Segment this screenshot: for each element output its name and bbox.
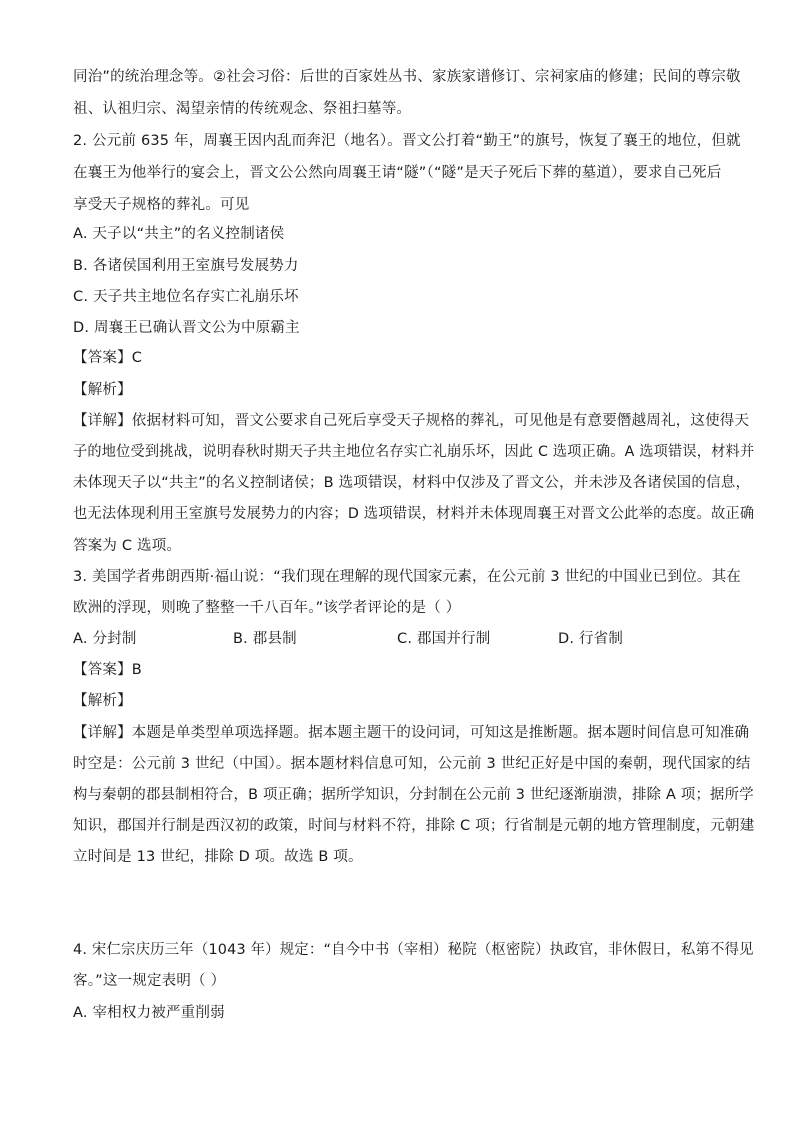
q2-stem-line-3: 享受天子规格的葬礼。可见: [73, 197, 250, 213]
q3-option-b: B. 郡县制: [233, 631, 297, 647]
q4-option-a: A. 宰相权力被严重削弱: [73, 1005, 225, 1021]
q2-answer: 【答案】C: [73, 350, 143, 366]
q2-stem-line-1: 2. 公元前 635 年，周襄王因内乱而奔汜（地名）。晋文公打着“勤王”的旗号，恢复了襄王的地位，但就: [73, 133, 741, 149]
q2-option-a: A. 天子以“共主”的名义控制诸侯: [73, 226, 285, 242]
intro-line-2: 祖、认祖归宗、渴望亲情的传统观念、祭祖扫墓等。: [73, 101, 412, 117]
q2-detail-line-5: 答案为 C 选项。: [73, 538, 182, 554]
q3-analysis-label: 【解析】: [73, 693, 132, 709]
q2-detail-line-3: 未体现天子以“共主”的名义控制诸侯；B 选项错误，材料中仅涉及了晋文公，并未涉及各诸侯国的信息，: [73, 475, 751, 491]
q3-detail-line-1: 【详解】本题是单类型单项选择题。据本题主题干的设问词，可知这是推断题。据本题时间信息可知准确: [73, 725, 750, 741]
q2-option-c: C. 天子共主地位名存实亡礼崩乐坏: [73, 289, 299, 305]
intro-line-1: 同治”的统治理念等。②社会习俗：后世的百家姓丛书、家族家谱修订、宗祠家庙的修建；民间的尊宗敬: [73, 69, 741, 85]
q2-option-d: D. 周襄王已确认晋文公为中原霸主: [73, 320, 300, 336]
q2-analysis-label: 【解析】: [73, 382, 132, 398]
q3-detail-line-5: 立时间是 13 世纪，排除 D 项。故选 B 项。: [73, 849, 363, 865]
q3-answer: 【答案】B: [73, 662, 142, 678]
q4-stem-line-1: 4. 宋仁宗庆历三年（1043 年）规定：“自今中书（宰相）秘院（枢密院）执政官，非休假日，私第不得见: [73, 942, 754, 958]
q3-option-a: A. 分封制: [73, 631, 137, 647]
q3-option-c: C. 郡国并行制: [397, 631, 491, 647]
q3-detail-line-3: 构与秦朝的郡县制相符合，B 项正确；据所学知识，分封制在公元前 3 世纪逐渐崩溃，排除 A 项；据所学: [73, 787, 754, 803]
q3-stem-line-1: 3. 美国学者弗朗西斯·福山说：“我们现在理解的现代国家元素，在公元前 3 世纪的中国业已到位。其在: [73, 569, 742, 585]
q3-detail-line-2: 时空是：公元前 3 世纪（中国）。据本题材料信息可知，公元前 3 世纪正好是中国的秦朝，现代国家的结: [73, 756, 751, 772]
q3-stem-line-2: 欧洲的浮现，则晚了整整一千八百年。”该学者评论的是（ ）: [73, 600, 461, 616]
q2-detail-line-4: 也无法体现利用王室旗号发展势力的内容；D 选项错误，材料并未体现周襄王对晋文公此举的态度。故正确: [73, 506, 755, 522]
q3-option-d: D. 行省制: [558, 631, 624, 647]
q3-detail-line-4: 知识，郡国并行制是西汉初的政策，时间与材料不符，排除 C 项；行省制是元朝的地方管理制度，元朝建: [73, 818, 755, 834]
q2-detail-line-1: 【详解】依据材料可知，晋文公要求自己死后享受天子规格的葬礼，可见他是有意要僭越周礼，这使得天: [73, 413, 750, 429]
q2-detail-line-2: 子的地位受到挑战，说明春秋时期天子共主地位名存实亡礼崩乐坏，因此 C 选项正确。A 选项错误，材料并: [73, 444, 755, 460]
q4-stem-line-2: 客。”这一规定表明（ ）: [73, 973, 226, 989]
q2-stem-line-2: 在襄王为他举行的宴会上，晋文公公然向周襄王请“隧”（“隧”是天子死后下葬的墓道），要求自己死后: [73, 165, 722, 181]
q2-option-b: B. 各诸侯国利用王室旗号发展势力: [73, 258, 299, 274]
